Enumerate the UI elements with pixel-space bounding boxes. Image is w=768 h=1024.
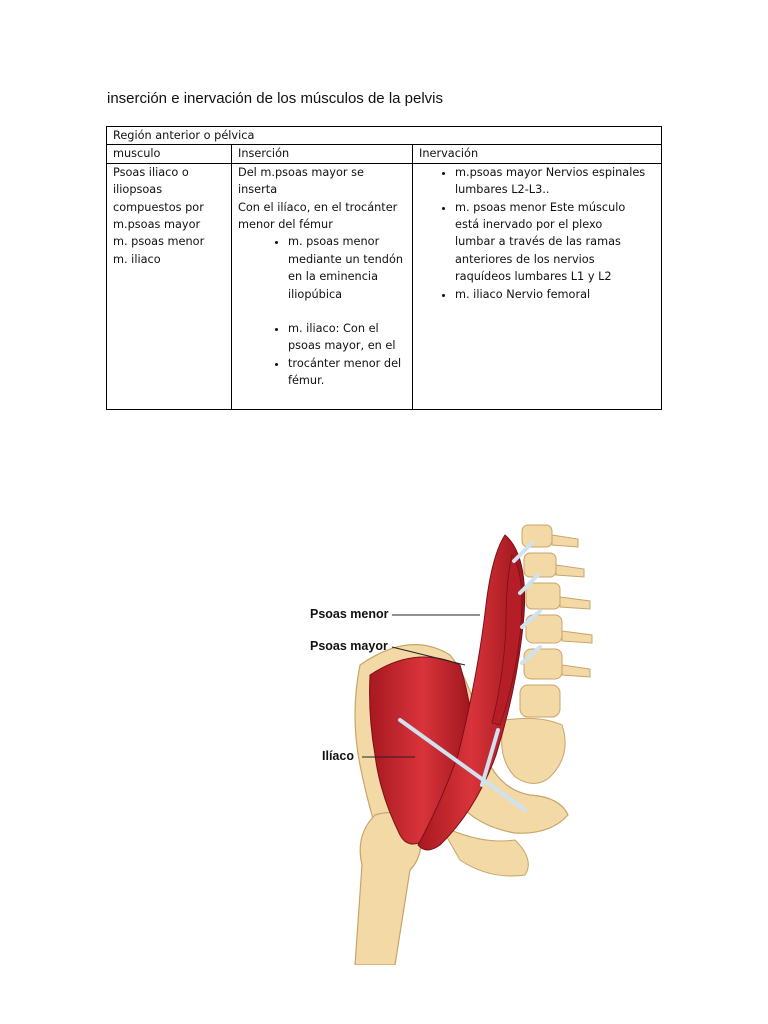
muscle-table [106,126,662,410]
anatomy-illustration [300,515,680,965]
sacrum [502,718,565,783]
header-insercion: Inserción [232,145,413,163]
musculo-line: m.psoas mayor [113,218,201,232]
musculo-line: Psoas iliaco o [113,165,189,179]
musculo-cell [107,163,232,409]
header-musculo: musculo [107,145,232,163]
spacer [238,303,406,320]
bullet-line: psoas mayor, en el [288,339,396,353]
bullet-line: mediante un tendón [288,252,404,266]
musculo-line: compuestos por [113,200,204,214]
bullet-line: está inervado por el plexo [455,218,603,232]
bullet-line: lumbar a través de las ramas [455,235,621,249]
region-cell: Región anterior o pélvica [107,127,662,145]
bullet-line: fémur. [288,374,325,388]
insercion-list [238,320,406,390]
label-psoas-mayor: Psoas mayor [310,639,388,653]
pelvis-muscle-drawing [300,515,680,965]
insercion-list [238,233,406,303]
inervacion-list [419,164,655,303]
bullet-line: raquídeos lumbares L1 y L2 [455,270,612,284]
bullet-line: • m. iliaco Nervio femoral [455,287,591,301]
musculo-line: iliopsoas [113,183,163,197]
insercion-intro-line: menor del fémur [238,218,333,232]
bullet-line: en la eminencia [288,270,378,284]
header-inervacion: Inervación [413,145,662,163]
region-row [107,127,662,145]
insercion-intro-line: Con el ilíaco, en el trocánter [238,200,398,214]
inervacion-cell [413,163,662,409]
list-item [455,286,655,303]
bullet-line: iliopúbica [288,287,343,301]
insercion-intro-line: Del m.psoas mayor se inserta [238,165,364,197]
list-item [288,355,406,390]
bullet-line: • m.psoas mayor Nervios espinales [455,165,646,179]
bullet-line: • trocánter menor del [288,356,402,370]
bullet-line: • m. psoas menor [288,235,380,249]
content-row [107,163,662,409]
bullet-line: lumbares L2-L3.. [455,183,550,197]
insercion-cell [232,163,413,409]
bullet-line: • m. psoas menor Este músculo [455,200,626,214]
list-item [288,233,406,303]
bullet-line: anteriores de los nervios [455,252,595,266]
list-item [288,320,406,355]
label-iliaco: Ilíaco [322,749,354,763]
list-item [455,164,655,199]
header-row [107,145,662,163]
page-title: inserción e inervación de los músculos de la pelvis [107,90,444,107]
musculo-line: m. iliaco [113,252,161,266]
bullet-line: • m. iliaco: Con el [288,322,379,336]
musculo-line: m. psoas menor [113,235,205,249]
list-item [455,199,655,286]
label-psoas-menor: Psoas menor [310,607,389,621]
